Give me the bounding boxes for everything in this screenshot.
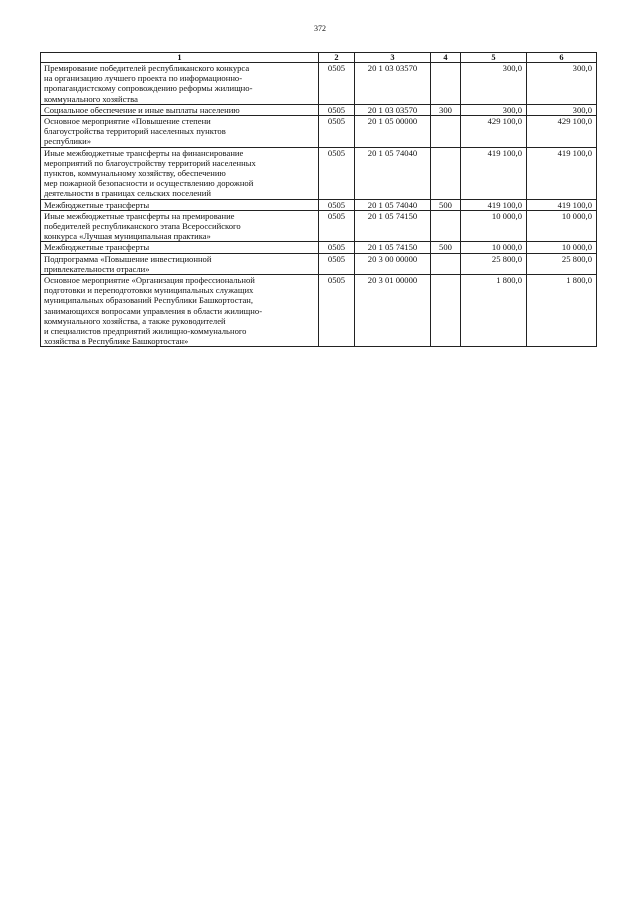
row-sum-6: 300,0 <box>527 63 597 105</box>
row-sum-5: 300,0 <box>461 104 527 115</box>
row-type <box>431 147 461 199</box>
row-code: 20 1 05 74040 <box>355 199 431 210</box>
row-sum-5: 429 100,0 <box>461 116 527 148</box>
row-type: 500 <box>431 242 461 253</box>
row-section: 0505 <box>319 210 355 242</box>
row-name: Социальное обеспечение и иные выплаты населению <box>41 104 319 115</box>
row-sum-5: 1 800,0 <box>461 275 527 347</box>
row-section: 0505 <box>319 63 355 105</box>
budget-table <box>40 52 597 347</box>
row-name: Основное мероприятие «Организация профессиональной подготовки и переподготовки муниципальных служащих муниципальных образований Республики Башкортостан, занимающихся вопросами управления в области жилищно- коммунального хозяйства, а также руководителей и специалистов предприятий жилищно-коммунального хозяйства в Республике Башкортостан» <box>41 275 319 347</box>
row-sum-5: 419 100,0 <box>461 199 527 210</box>
table-row <box>41 253 597 274</box>
row-sum-5: 10 000,0 <box>461 242 527 253</box>
header-col-3: 3 <box>355 53 431 63</box>
row-code: 20 1 05 00000 <box>355 116 431 148</box>
header-row <box>41 53 597 63</box>
row-section: 0505 <box>319 116 355 148</box>
row-section: 0505 <box>319 199 355 210</box>
row-sum-5: 10 000,0 <box>461 210 527 242</box>
row-name: Подпрограмма «Повышение инвестиционной привлекательности отрасли» <box>41 253 319 274</box>
row-code: 20 1 05 74150 <box>355 210 431 242</box>
row-section: 0505 <box>319 275 355 347</box>
row-sum-5: 25 800,0 <box>461 253 527 274</box>
row-type: 300 <box>431 104 461 115</box>
row-name: Основное мероприятие «Повышение степени благоустройства территорий населенных пунктов республики» <box>41 116 319 148</box>
row-sum-6: 419 100,0 <box>527 199 597 210</box>
row-type <box>431 253 461 274</box>
table-row <box>41 116 597 148</box>
header-col-2: 2 <box>319 53 355 63</box>
row-code: 20 3 00 00000 <box>355 253 431 274</box>
row-sum-5: 419 100,0 <box>461 147 527 199</box>
table-row <box>41 242 597 253</box>
table-row <box>41 104 597 115</box>
row-name: Межбюджетные трансферты <box>41 199 319 210</box>
row-type <box>431 63 461 105</box>
table-row <box>41 63 597 105</box>
row-type: 500 <box>431 199 461 210</box>
row-sum-6: 419 100,0 <box>527 147 597 199</box>
row-sum-6: 429 100,0 <box>527 116 597 148</box>
table-row <box>41 210 597 242</box>
row-section: 0505 <box>319 253 355 274</box>
table-row <box>41 199 597 210</box>
page-number: 372 <box>314 24 326 33</box>
row-code: 20 3 01 00000 <box>355 275 431 347</box>
row-code: 20 1 03 03570 <box>355 63 431 105</box>
row-sum-6: 300,0 <box>527 104 597 115</box>
row-sum-6: 25 800,0 <box>527 253 597 274</box>
header-col-6: 6 <box>527 53 597 63</box>
row-sum-6: 10 000,0 <box>527 210 597 242</box>
row-name: Межбюджетные трансферты <box>41 242 319 253</box>
row-code: 20 1 05 74040 <box>355 147 431 199</box>
row-name: Иные межбюджетные трансферты на премирование победителей республиканского этапа Всероссийского конкурса «Лучшая муниципальная практика» <box>41 210 319 242</box>
header-col-1: 1 <box>41 53 319 63</box>
row-section: 0505 <box>319 104 355 115</box>
header-col-5: 5 <box>461 53 527 63</box>
row-sum-5: 300,0 <box>461 63 527 105</box>
row-name: Премирование победителей республиканского конкурса на организацию лучшего проекта по информационно- пропагандистскому сопровождению реформы жилищно- коммунального хозяйства <box>41 63 319 105</box>
row-section: 0505 <box>319 147 355 199</box>
table-row <box>41 147 597 199</box>
row-code: 20 1 05 74150 <box>355 242 431 253</box>
row-type <box>431 275 461 347</box>
row-code: 20 1 03 03570 <box>355 104 431 115</box>
row-sum-6: 1 800,0 <box>527 275 597 347</box>
table-body <box>41 63 597 347</box>
table-row <box>41 275 597 347</box>
table-header <box>41 53 597 63</box>
row-type <box>431 210 461 242</box>
header-col-4: 4 <box>431 53 461 63</box>
row-section: 0505 <box>319 242 355 253</box>
row-sum-6: 10 000,0 <box>527 242 597 253</box>
row-type <box>431 116 461 148</box>
row-name: Иные межбюджетные трансферты на финансирование мероприятий по благоустройству территорий населенных пунктов, коммунальному хозяйству, обеспечению мер пожарной безопасности и осуществлению дорожной деятельности в границах сельских поселений <box>41 147 319 199</box>
